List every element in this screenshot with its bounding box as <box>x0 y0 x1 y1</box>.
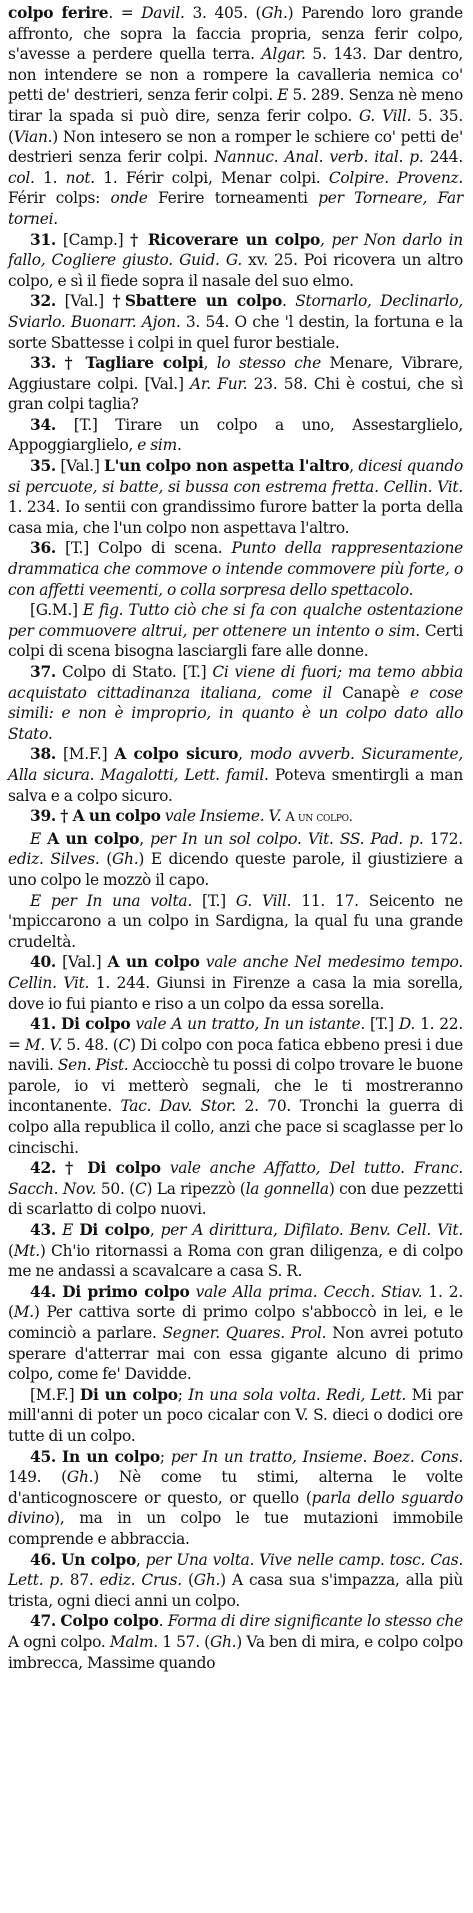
segment-italic-text: Ar. Fur. <box>190 374 248 393</box>
segment-italic-text: per Una volta. Vive nelle camp. tosc. Cas. Lett. p. <box>8 1550 463 1590</box>
segment-text: ) con due pezzetti di scarlatto di colpo nuovi. <box>8 1179 464 1219</box>
segment-italic-text: Vian. <box>13 127 53 146</box>
segment-bold-text: A un colpo <box>107 953 200 972</box>
entry-paragraph-p0 <box>8 3 463 230</box>
segment-text: 5. 143. Dar dentro, non intendere se non a rompere la cavalleria nemica co' petti de' destrieri, senza ferir colpi. <box>8 45 463 105</box>
segment-text: 1. 22. = <box>8 1015 463 1054</box>
segment-bold-text: A colpo sicuro <box>114 745 239 764</box>
segment-bold-text: 47. <box>30 1612 57 1631</box>
segment-bold-text: † Ricoverare un colpo <box>130 230 321 249</box>
segment-text: 1. 244. Giunsi in Firenze a casa la mia sorella, dove io fui pianto e riso a un colpo da essa sorella. <box>8 973 463 1013</box>
entry-paragraph-p42 <box>8 1158 463 1220</box>
entry-paragraph-p43 <box>8 1220 463 1282</box>
segment-text <box>56 354 64 372</box>
segment-text: ) Nè come tu stimi, alterna le volte d'anticognoscere or questo, or quello ( <box>8 1468 463 1507</box>
segment-italic-text: col. <box>8 168 35 187</box>
segment-text: 23. 58. Chi è costui, che sì gran colpi taglia? <box>8 374 464 414</box>
segment-text: , <box>149 1221 161 1240</box>
segment-italic-text: not. <box>65 168 95 187</box>
segment-italic-text: Nannuc. Anal. verb. ital. p. <box>214 148 424 167</box>
segment-italic-text: Malm. <box>109 1632 158 1651</box>
segment-italic-text: C <box>134 1179 147 1198</box>
segment-bold-text: † Tagliare colpi <box>64 354 204 373</box>
segment-text: 5. 289. Senza nè meno tirar la spada si può dire, senza ferir colpo. <box>8 86 463 125</box>
entry-paragraph-p46 <box>8 1550 463 1612</box>
segment-bold-text: † A un colpo <box>60 807 161 826</box>
segment-italic-text: per In un sol colpo. Vit. SS. Pad. p. <box>150 829 424 848</box>
segment-text: 1. Férir colpi, Menar colpi. <box>94 168 329 187</box>
entry-paragraph-p44b <box>8 1385 463 1447</box>
segment-text: [M.F.] <box>30 1385 80 1404</box>
segment-text: 87. <box>63 1571 100 1590</box>
segment-italic-text: Colpire. Provenz. <box>328 168 463 187</box>
entry-paragraph-p35 <box>8 456 463 538</box>
segment-text: ) E dicendo queste parole, il giustiziere a uno colpo le mozzò il capo. <box>8 850 463 889</box>
segment-bold-text: 31. <box>30 230 57 249</box>
segment-italic-text: Punto della rappresentazione drammatica che commove o intende commovere più forte, o con affetti veementi, o colla sorpresa dello spettacolo. <box>8 539 464 599</box>
segment-text: , <box>238 745 250 764</box>
segment-text: 50. ( <box>96 1179 135 1198</box>
segment-text: 149. ( <box>8 1468 67 1487</box>
segment-text: , <box>139 829 151 848</box>
segment-italic-text: per A dirittura, Difilato. Benv. Cell. Vit. <box>160 1221 463 1240</box>
segment-text: ) Per cattiva sorte di primo colpo s'abboccò in lei, e le cominciò a parlare. <box>8 1303 463 1342</box>
segment-text: [T.] <box>191 891 236 910</box>
segment-text: [T.] Colpo di scena. <box>56 539 232 558</box>
segment-text: Ferire torneamenti <box>147 189 319 208</box>
segment-bold-text: Un colpo <box>61 1550 136 1569</box>
segment-text: [M.F.] <box>56 745 115 764</box>
segment-smallcaps-text: A un colpo. <box>285 810 353 826</box>
segment-bold-text: 46. <box>30 1550 57 1569</box>
segment-italic-text: Mt. <box>13 1241 40 1260</box>
segment-bold-text: 37. <box>30 663 57 681</box>
entry-paragraph-p45 <box>8 1447 463 1550</box>
segment-text: [Val.] <box>56 457 105 476</box>
segment-italic-text: M. V. <box>24 1035 63 1054</box>
segment-italic-text: vale anche Affatto, Del tutto. Franc. Sacch. Nov. <box>8 1159 464 1198</box>
entry-paragraph-p44 <box>8 1282 463 1385</box>
segment-text: 11. 17. Seicento ne 'mpiccarono a un colpo in Sardigna, la qual fu una grande crudeltà. <box>8 891 463 951</box>
segment-bold-text: 36. <box>30 539 57 558</box>
segment-text: Non avrei potuto sperare d'atterrar mai con essa gigante alcuno di primo colpo, come fe' Davidde. <box>8 1324 463 1384</box>
segment-text: Menare, Vibrare, Aggiustare colpi. [Val.] <box>8 354 463 393</box>
segment-text: 1 57. ( <box>157 1632 210 1651</box>
segment-bold-text: 38. <box>30 745 57 764</box>
segment-bold-text: 39. <box>30 807 57 826</box>
segment-text: [Val.] <box>56 953 108 972</box>
segment-bold-text: colpo ferire <box>8 4 109 22</box>
segment-italic-text: vale A un tratto, In un istante. <box>135 1015 366 1034</box>
segment-text: 3. 405. ( <box>184 4 262 22</box>
segment-text: , <box>203 354 217 373</box>
segment-text: 172. <box>423 829 463 848</box>
segment-bold-text: 43. <box>30 1221 57 1240</box>
segment-bold-text: †Sbattere un colpo <box>112 292 282 311</box>
entry-paragraph-p31 <box>8 230 463 292</box>
segment-bold-text: 40. <box>30 953 57 972</box>
entry-paragraph-p47 <box>8 1611 463 1673</box>
segment-text: ( <box>99 850 113 869</box>
segment-bold-text: Di un colpo <box>79 1385 178 1404</box>
segment-text: Mi par mill'anni di poter un poco cicalar con V. S. dieci o dodici ore tutte di un colpo. <box>8 1385 463 1445</box>
segment-bold-text: 44. <box>30 1282 57 1301</box>
segment-bold-text: L'un colpo non aspetta l'altro <box>104 457 350 476</box>
segment-text: ) Non intesero se non a romper le schiere co' petti de' destrieri senza ferir colpi. <box>8 127 463 167</box>
segment-italic-text: Gh. <box>209 1632 237 1651</box>
segment-text: [T.] Tirare un colpo a uno, Assestarglielo, Appoggiarglielo, <box>8 415 463 455</box>
segment-italic-text: ediz. Silves. <box>8 850 100 869</box>
segment-italic-text: vale Alla prima. Cecch. Stiav. <box>195 1282 423 1301</box>
segment-text: ) Di colpo con poca fatica ebbeno presi i due navili. <box>8 1035 464 1075</box>
entry-text-column <box>8 3 463 1673</box>
entry-paragraph-p32 <box>8 291 463 353</box>
segment-italic-text: vale Insieme. V. <box>164 807 282 826</box>
segment-italic-text: Gh. <box>193 1571 221 1590</box>
segment-bold-text: In un colpo <box>62 1447 160 1466</box>
entry-paragraph-p38 <box>8 744 463 806</box>
segment-italic-text: In una sola volta. Redi, Lett. <box>188 1385 407 1404</box>
segment-italic-text: Gh. <box>112 850 139 869</box>
segment-text: 5. 35. ( <box>8 106 463 146</box>
segment-italic-text: E <box>30 829 41 848</box>
segment-italic-text: Davil. <box>141 4 185 22</box>
entry-paragraph-p36 <box>8 538 463 600</box>
segment-text: . <box>281 292 296 311</box>
segment-bold-text: 41. <box>30 1015 57 1034</box>
entry-paragraph-p40 <box>8 952 463 1014</box>
segment-text: ) A casa sua s'impazza, alla più trista, ogni dieci anni un colpo. <box>8 1571 464 1610</box>
segment-text: Férir colps: <box>8 189 111 208</box>
segment-italic-text: la gonnella <box>245 1179 329 1198</box>
segment-italic-text: lo stesso che <box>216 354 321 373</box>
entry-paragraph-p37 <box>8 662 463 744</box>
segment-text: 244. <box>423 148 463 167</box>
segment-bold-text: Di colpo <box>79 1221 150 1240</box>
segment-text: . <box>158 1612 168 1631</box>
segment-text: Poteva smentirgli a man salva e a colpo sicuro. <box>8 765 463 805</box>
segment-italic-text: , per Non darlo in fallo, Cogliere giusto. Guid. G. <box>8 230 463 270</box>
segment-italic-text: Gh. <box>66 1468 94 1487</box>
segment-bold-text: 35. <box>30 457 57 476</box>
segment-bold-text: 45. <box>30 1447 57 1466</box>
segment-text: ; <box>159 1447 171 1466</box>
segment-italic-text: G. Vill. <box>358 106 412 125</box>
segment-italic-text: E per In una volta. <box>30 891 192 910</box>
segment-bold-text: 32. <box>30 292 57 311</box>
entry-paragraph-p34 <box>8 415 463 456</box>
segment-text: , <box>349 457 359 476</box>
segment-italic-text: parla dello sguardo divino <box>8 1488 463 1528</box>
segment-text: A ogni colpo. <box>8 1632 110 1651</box>
segment-text: 1. 234. Io sentii con grandissimo furore batter la porta della casa mia, che l'un colpo non aspettava l'altro. <box>8 498 463 537</box>
segment-bold-text: 34. <box>30 415 57 434</box>
segment-text: . = <box>108 4 142 22</box>
segment-text <box>56 1159 65 1177</box>
segment-bold-text: A un colpo <box>47 829 140 848</box>
segment-text: ) Va ben di mira, e colpo colpo imbrecca, Massime quando <box>8 1632 463 1672</box>
segment-text: ) Parendo loro grande affronto, che sopra la faccia propria, senza ferir colpo, s'avesse a perdere quella terra. <box>8 4 464 64</box>
segment-italic-text: C <box>118 1035 131 1054</box>
segment-italic-text: modo avverb. Sicuramente, Alla sicura. Magalotti, Lett. famil. <box>8 745 463 784</box>
segment-text: Colpo di Stato. [T.] <box>56 663 213 681</box>
segment-text: 1. 2. ( <box>8 1282 463 1322</box>
segment-italic-text: Sen. Pist. <box>57 1056 129 1075</box>
segment-text: ), ma in un colpo le tue mutazioni immobile comprende e abbraccia. <box>8 1509 463 1548</box>
segment-italic-text: onde <box>110 189 148 208</box>
segment-text: ( <box>181 1571 194 1590</box>
entry-paragraph-p36b <box>8 600 463 662</box>
segment-italic-text: E <box>277 86 289 105</box>
segment-italic-text: e cose simili: e non è improprio, in quanto è un colpo dato allo Stato. <box>8 683 463 743</box>
segment-text: Acciocchè tu possi di colpo trovare le buone parole, io vi metterò segnali, che le ti mostreranno incontanente. <box>8 1056 464 1116</box>
segment-text: [T.] <box>365 1015 399 1034</box>
segment-bold-text: Di primo colpo <box>62 1282 190 1301</box>
segment-text: [G.M.] <box>30 601 83 620</box>
segment-bold-text: Di colpo <box>61 1015 131 1034</box>
segment-text: 5. 48. ( <box>62 1035 119 1054</box>
entry-paragraph-p39 <box>8 806 463 829</box>
segment-italic-text: Algar. <box>261 45 306 64</box>
segment-text: ( <box>8 1241 14 1260</box>
segment-italic-text: per In un tratto, Insieme. Boez. Cons. <box>170 1447 463 1466</box>
segment-text: ; <box>177 1385 189 1404</box>
segment-text: xv. 25. Poi ricovera un altro colpo, e sì il fiede sopra il nasale del suo elmo. <box>8 251 463 290</box>
segment-text: , <box>135 1550 146 1569</box>
segment-italic-text: Gh. <box>261 4 288 22</box>
segment-italic-text: D. <box>398 1015 416 1034</box>
segment-text: 2. 70. Tronchi la guerra di colpo alla republica il collo, anzi che pace si scaglasse per lo cincischi. <box>8 1097 463 1157</box>
entry-paragraph-p41 <box>8 1014 463 1158</box>
segment-italic-text: dicesi quando si percuote, si batte, si bussa con estrema fretta. Cellin. Vit. <box>8 457 463 496</box>
segment-bold-text: 42. <box>30 1159 57 1178</box>
segment-italic-text: Forma di dire significante lo stesso che <box>167 1612 463 1631</box>
segment-text: ) La ripezzò ( <box>146 1179 246 1198</box>
segment-text: Canapè <box>331 683 410 702</box>
segment-text: [Camp.] <box>56 230 131 249</box>
segment-bold-text: 33. <box>30 354 57 373</box>
segment-text: Certi colpi di scena bisogna lasciargli fare alle donne. <box>8 621 463 661</box>
segment-text: ) Ch'io ritornassi a Roma con gran diligenza, e di colpo me ne andassi a scavalcare a casa S. R. <box>8 1241 463 1281</box>
segment-italic-text: Ci viene di fuori; ma temo abbia acquistato cittadinanza italiana, come il <box>8 663 464 702</box>
segment-italic-text: ediz. Crus. <box>99 1571 182 1590</box>
segment-italic-text: G. Vill. <box>235 891 292 910</box>
segment-italic-text: E fig. Tutto ciò che si fa con qualche ostentazione per commuovere altrui, per ottenere un intento o sim. <box>8 601 463 640</box>
segment-italic-text: e sim. <box>137 436 182 455</box>
segment-italic-text: per Torneare, Far tornei. <box>8 189 464 228</box>
segment-text <box>161 1159 170 1177</box>
segment-text: 1. <box>34 168 66 187</box>
segment-italic-text: vale anche Nel medesimo tempo. Cellin. Vit. <box>8 953 463 992</box>
segment-italic-text: M. <box>13 1303 34 1322</box>
segment-bold-text: Colpo colpo <box>60 1612 159 1631</box>
segment-bold-text: † Di colpo <box>65 1159 161 1178</box>
segment-text: 3. 54. O che 'l destin, la fortuna e la sorte Sbattesse i colpi in quel furor bestiale. <box>8 312 463 352</box>
segment-italic-text: E <box>62 1221 74 1240</box>
segment-text: [Val.] <box>56 292 113 311</box>
segment-italic-text: Segner. Quares. Prol. <box>162 1324 327 1342</box>
segment-italic-text: Stornarlo, Declinarlo, Sviarlo. Buonarr. Ajon. <box>8 292 463 331</box>
entry-paragraph-p33 <box>8 353 463 415</box>
segment-italic-text: Tac. Dav. Stor. <box>120 1097 236 1116</box>
entry-paragraph-p39b <box>8 829 463 891</box>
entry-paragraph-p39c <box>8 891 463 953</box>
